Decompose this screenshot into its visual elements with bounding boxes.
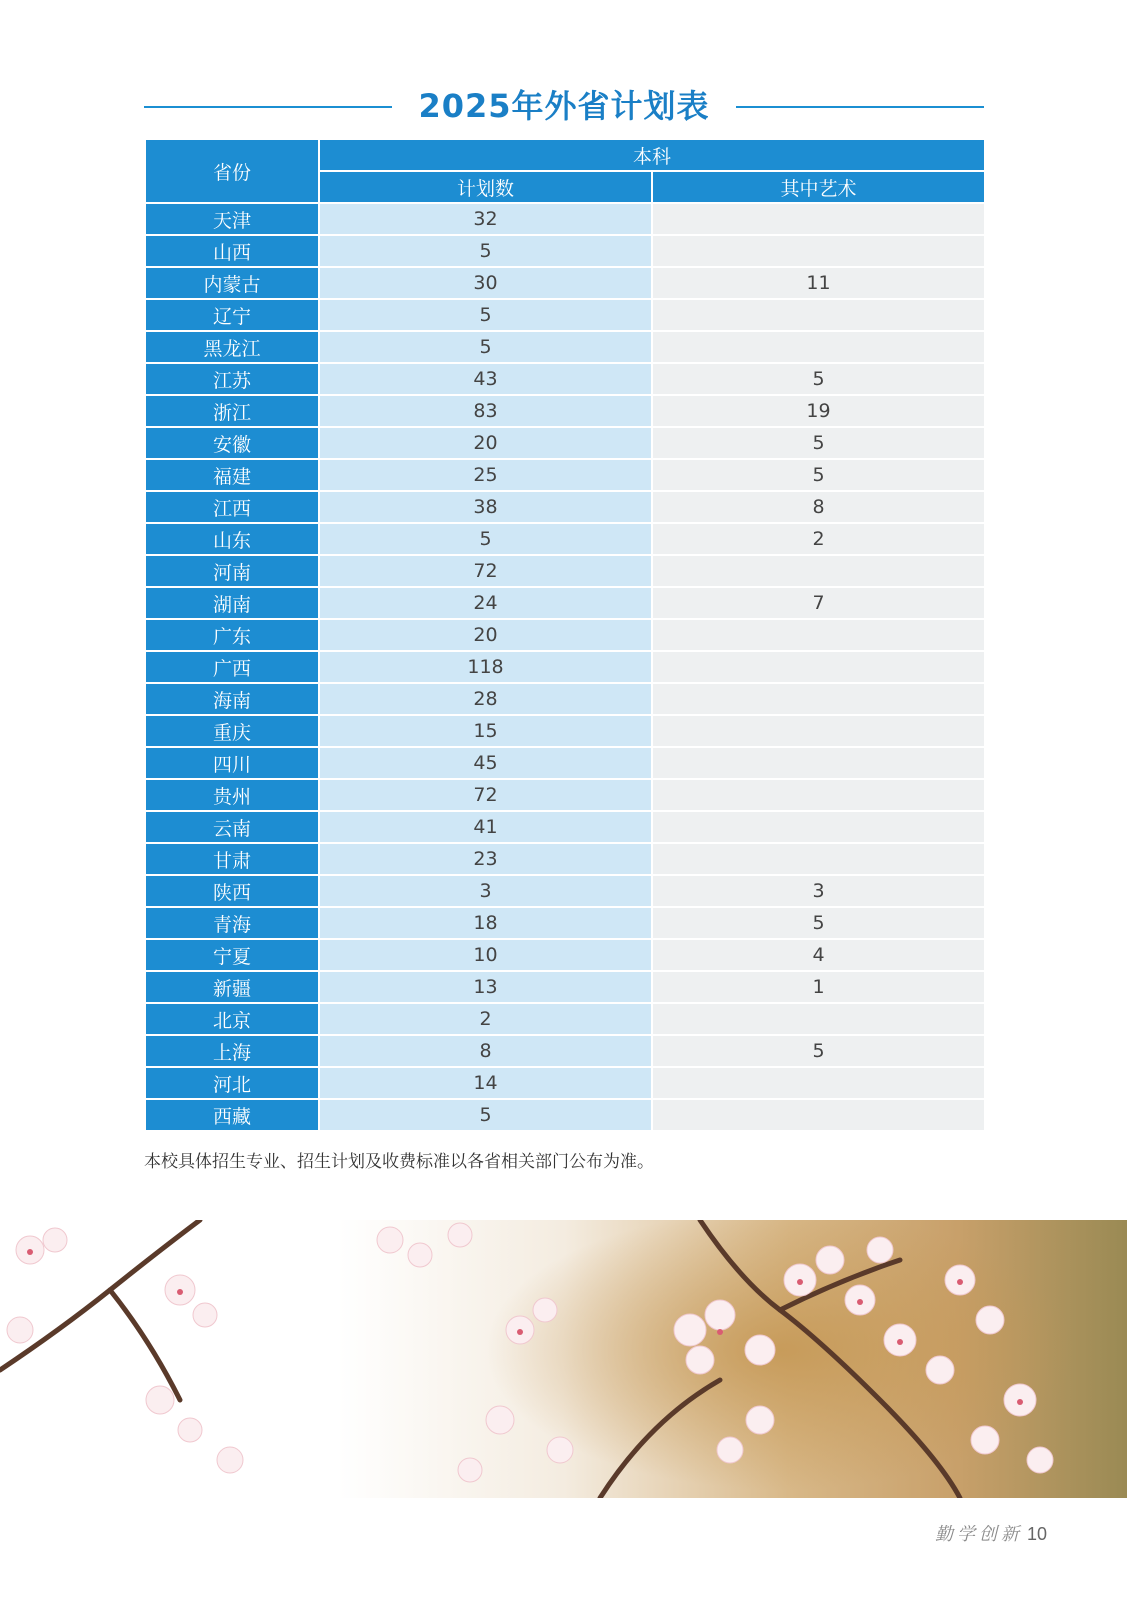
province-cell: 宁夏	[145, 939, 319, 971]
table-row	[145, 715, 985, 747]
province-cell: 安徽	[145, 427, 319, 459]
plan-count-cell: 5	[319, 1099, 652, 1131]
province-cell: 河南	[145, 555, 319, 587]
title-rule-left	[144, 106, 392, 108]
plan-count-cell: 20	[319, 619, 652, 651]
table-row	[145, 331, 985, 363]
table-row	[145, 619, 985, 651]
header-undergraduate: 本科	[319, 139, 985, 171]
province-cell: 北京	[145, 1003, 319, 1035]
header-art-count: 其中艺术	[652, 171, 985, 203]
table-row	[145, 235, 985, 267]
table-row	[145, 939, 985, 971]
plan-count-cell: 25	[319, 459, 652, 491]
province-cell: 新疆	[145, 971, 319, 1003]
province-cell: 内蒙古	[145, 267, 319, 299]
table-row	[145, 267, 985, 299]
plan-count-cell: 20	[319, 427, 652, 459]
table-row	[145, 1067, 985, 1099]
province-cell: 福建	[145, 459, 319, 491]
plan-count-cell: 72	[319, 779, 652, 811]
table-row	[145, 1035, 985, 1067]
art-count-cell	[652, 235, 985, 267]
art-count-cell: 2	[652, 523, 985, 555]
art-count-cell	[652, 331, 985, 363]
province-cell: 广西	[145, 651, 319, 683]
art-count-cell	[652, 843, 985, 875]
header-province: 省份	[145, 139, 319, 203]
title-block	[144, 84, 984, 140]
province-cell: 甘肃	[145, 843, 319, 875]
table-body	[145, 203, 985, 1131]
province-cell: 青海	[145, 907, 319, 939]
plan-count-cell: 24	[319, 587, 652, 619]
blossom-illustration	[0, 1220, 1127, 1498]
province-cell: 四川	[145, 747, 319, 779]
table-row	[145, 459, 985, 491]
plan-count-cell: 118	[319, 651, 652, 683]
plan-count-cell: 32	[319, 203, 652, 235]
art-count-cell: 4	[652, 939, 985, 971]
art-count-cell	[652, 651, 985, 683]
page-title: 2025年外省计划表	[418, 87, 710, 125]
page-footer	[935, 1520, 1047, 1546]
art-count-cell: 1	[652, 971, 985, 1003]
art-count-cell: 5	[652, 363, 985, 395]
plan-count-cell: 8	[319, 1035, 652, 1067]
plan-count-cell: 10	[319, 939, 652, 971]
art-count-cell	[652, 619, 985, 651]
plan-count-cell: 13	[319, 971, 652, 1003]
page-number: 10	[1026, 1524, 1047, 1544]
table-row	[145, 779, 985, 811]
plan-count-cell: 5	[319, 331, 652, 363]
table-row	[145, 811, 985, 843]
plan-count-cell: 30	[319, 267, 652, 299]
art-count-cell: 8	[652, 491, 985, 523]
province-cell: 云南	[145, 811, 319, 843]
table-row	[145, 523, 985, 555]
plan-count-cell: 5	[319, 523, 652, 555]
art-count-cell	[652, 1067, 985, 1099]
table-row	[145, 363, 985, 395]
table-row	[145, 203, 985, 235]
province-cell: 湖南	[145, 587, 319, 619]
plan-count-cell: 18	[319, 907, 652, 939]
table-row	[145, 427, 985, 459]
art-count-cell	[652, 683, 985, 715]
province-cell: 贵州	[145, 779, 319, 811]
province-cell: 浙江	[145, 395, 319, 427]
table-row	[145, 651, 985, 683]
table-row	[145, 555, 985, 587]
table-row	[145, 875, 985, 907]
art-count-cell	[652, 555, 985, 587]
art-count-cell	[652, 299, 985, 331]
province-cell: 重庆	[145, 715, 319, 747]
art-count-cell: 5	[652, 1035, 985, 1067]
table-row	[145, 491, 985, 523]
plan-count-cell: 2	[319, 1003, 652, 1035]
footnote: 本校具体招生专业、招生计划及收费标准以各省相关部门公布为准。	[144, 1152, 654, 1172]
plan-count-cell: 3	[319, 875, 652, 907]
art-count-cell: 5	[652, 459, 985, 491]
province-cell: 广东	[145, 619, 319, 651]
plan-count-cell: 41	[319, 811, 652, 843]
art-count-cell	[652, 1099, 985, 1131]
province-cell: 江西	[145, 491, 319, 523]
header-plan-count: 计划数	[319, 171, 652, 203]
table-row	[145, 395, 985, 427]
plan-count-cell: 5	[319, 299, 652, 331]
plan-count-cell: 72	[319, 555, 652, 587]
art-count-cell	[652, 203, 985, 235]
art-count-cell: 11	[652, 267, 985, 299]
plan-count-cell: 43	[319, 363, 652, 395]
province-cell: 山西	[145, 235, 319, 267]
province-cell: 上海	[145, 1035, 319, 1067]
table-row	[145, 1003, 985, 1035]
plan-count-cell: 38	[319, 491, 652, 523]
table-row	[145, 299, 985, 331]
art-count-cell: 7	[652, 587, 985, 619]
art-count-cell: 5	[652, 907, 985, 939]
art-count-cell	[652, 715, 985, 747]
art-count-cell	[652, 747, 985, 779]
cherry-blossom-photo	[0, 1220, 1127, 1498]
plan-count-cell: 14	[319, 1067, 652, 1099]
plan-count-cell: 23	[319, 843, 652, 875]
plan-count-cell: 15	[319, 715, 652, 747]
province-cell: 海南	[145, 683, 319, 715]
province-cell: 黑龙江	[145, 331, 319, 363]
enrollment-plan-table	[144, 138, 986, 1132]
table-row	[145, 747, 985, 779]
art-count-cell: 19	[652, 395, 985, 427]
table-row	[145, 683, 985, 715]
art-count-cell	[652, 1003, 985, 1035]
art-count-cell: 3	[652, 875, 985, 907]
province-cell: 山东	[145, 523, 319, 555]
table-row	[145, 587, 985, 619]
plan-count-cell: 28	[319, 683, 652, 715]
title-rule-right	[736, 106, 984, 108]
art-count-cell: 5	[652, 427, 985, 459]
province-cell: 河北	[145, 1067, 319, 1099]
table-row	[145, 843, 985, 875]
table-row	[145, 971, 985, 1003]
table-row	[145, 1099, 985, 1131]
plan-count-cell: 83	[319, 395, 652, 427]
plan-count-cell: 45	[319, 747, 652, 779]
table-row	[145, 907, 985, 939]
province-cell: 江苏	[145, 363, 319, 395]
art-count-cell	[652, 811, 985, 843]
plan-count-cell: 5	[319, 235, 652, 267]
province-cell: 陕西	[145, 875, 319, 907]
art-count-cell	[652, 779, 985, 811]
province-cell: 西藏	[145, 1099, 319, 1131]
province-cell: 辽宁	[145, 299, 319, 331]
province-cell: 天津	[145, 203, 319, 235]
school-motto-logo: 勤学创新	[934, 1524, 1023, 1545]
